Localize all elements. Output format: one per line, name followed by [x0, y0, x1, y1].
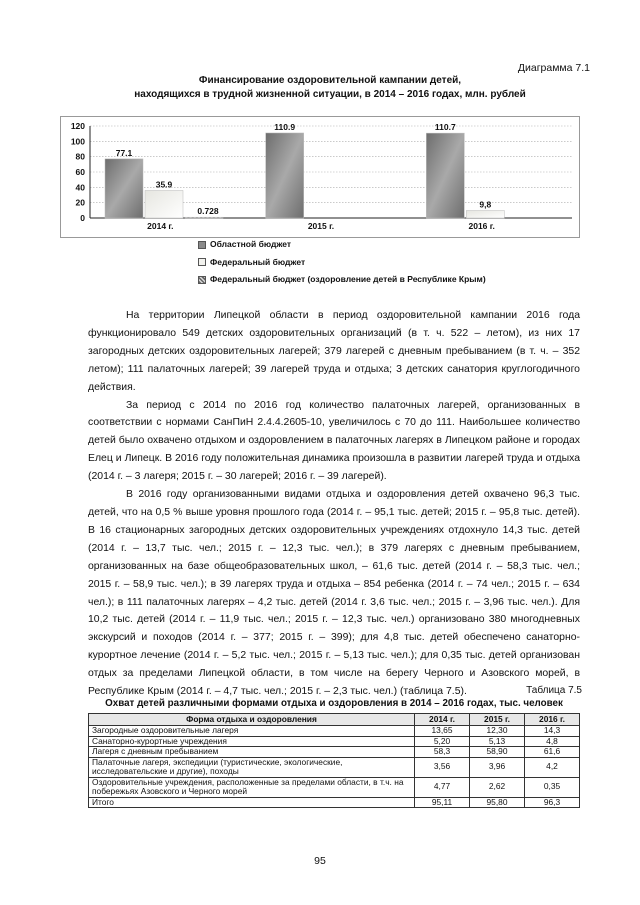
legend-label-federal: Федеральный бюджет [210, 256, 306, 267]
cell-2014: 95,11 [415, 797, 470, 808]
table-row [89, 777, 580, 797]
cell-2015: 2,62 [470, 777, 525, 797]
cell-2016: 4,8 [525, 736, 580, 747]
cell-2015: 3,96 [470, 757, 525, 777]
y-tick-label: 60 [75, 167, 85, 177]
cell-form: Лагеря с дневным пребыванием [89, 747, 415, 758]
paragraph: На территории Липецкой области в период оздоровительной кампании 2016 года функционировало 549 детских оздоровительных организаций (в т. ч. 522 – летом), из них 17 загородных детских оздоровительных лагерей; 379 лагерей с дневным пребыванием (в т. ч. – 352 летом); 111 палаточных лагерей; 39 лагерей труда и отдыха; 3 детских санатория круглогодичного действия. [88, 310, 580, 393]
x-tick-label: 2016 г. [468, 221, 495, 231]
data-label: 0.728 [197, 206, 219, 217]
y-tick-label: 100 [70, 136, 85, 147]
cell-form: Загородные оздоровительные лагеря [89, 726, 415, 737]
data-label: 110.7 [434, 122, 456, 133]
cell-2014: 13,65 [415, 726, 470, 737]
cell-2016: 14,3 [525, 726, 580, 737]
cell-2015: 5,13 [470, 736, 525, 747]
cell-2014: 3,56 [415, 757, 470, 777]
header-2015: 2015 г. [470, 714, 525, 726]
cell-form: Оздоровительные учреждения, расположенные за пределами области, в т.ч. на побережьях Азовского и Черного морей [89, 777, 415, 797]
data-label: 35.9 [155, 179, 173, 190]
chart-title [60, 74, 600, 102]
data-label: 110.9 [274, 121, 296, 132]
bar-regional [105, 159, 143, 218]
legend-item-federal [198, 254, 486, 272]
bar-chart [60, 116, 580, 238]
cell-2015: 12,30 [470, 726, 525, 737]
header-form: Форма отдыха и оздоровления [89, 714, 415, 726]
legend-swatch-federal [198, 258, 206, 266]
legend-label-crimea: Федеральный бюджет (оздоровление детей в Республике Крым) [210, 274, 486, 284]
y-tick-label: 80 [75, 151, 85, 162]
header-2014: 2014 г. [415, 714, 470, 726]
legend-item-crimea [198, 271, 486, 289]
x-tick-label: 2015 г. [307, 221, 335, 231]
y-tick-label: 120 [70, 121, 85, 131]
cell-2016: 61,6 [525, 747, 580, 758]
legend-label-regional: Областной бюджет [210, 239, 292, 249]
cell-2014: 58,3 [415, 747, 470, 758]
body-text [88, 307, 580, 701]
cell-2014: 5,20 [415, 736, 470, 747]
cell-2016: 96,3 [525, 797, 580, 808]
cell-2015: 95,80 [470, 797, 525, 808]
cell-2016: 0,35 [525, 777, 580, 797]
paragraph: За период с 2014 по 2016 год количество палаточных лагерей, организованных в соответствии с нормами СанПиН 2.4.4.2605-10, увеличилось с 70 до 111. Наибольшее количество детей было охвачено отдыхом и оздоровлением в палаточных лагерях в Липецком районе и городах Елец и Липецк. В 2016 году положительная динамика произошла в развитии лагерей труда и отдыха (2014 г. – 3 лагеря; 2015 г. – 30 лагерей; 2016 г. – 39 лагерей). [88, 399, 580, 483]
chart-title-line2: находящихся в трудной жизненной ситуации, в 2014 – 2016 годах, млн. рублей [134, 89, 526, 100]
chart-legend [198, 236, 486, 289]
y-tick-label: 0 [80, 213, 85, 223]
cell-form: Санаторно-курортные учреждения [89, 736, 415, 747]
chart-title-line1: Финансирование оздоровительной кампании детей, [198, 75, 462, 86]
table-row [89, 726, 580, 737]
data-label: 9,8 [479, 199, 492, 210]
data-table [88, 713, 580, 808]
cell-form: Палаточные лагеря, экспедиции (туристические, экологические, исследовательские и другие), походы [89, 757, 415, 777]
bar-regional [266, 133, 304, 218]
y-tick-label: 20 [75, 197, 85, 208]
page-number: 95 [314, 855, 326, 867]
diagram-label: Диаграмма 7.1 [517, 62, 590, 74]
table-row [89, 736, 580, 747]
cell-form: Итого [89, 797, 415, 808]
data-label: 77.1 [115, 147, 133, 158]
cell-2016: 4,2 [525, 757, 580, 777]
table-label: Таблица 7.5 [526, 685, 582, 696]
header-2016: 2016 г. [525, 714, 580, 726]
bar-crimea [185, 217, 223, 218]
legend-swatch-crimea [198, 276, 206, 284]
cell-2014: 4,77 [415, 777, 470, 797]
bar-federal [145, 190, 183, 218]
table-header-row [89, 714, 580, 726]
legend-item-regional [198, 236, 486, 254]
bar-regional [426, 133, 464, 218]
table-row [89, 747, 580, 758]
table-row [89, 757, 580, 777]
y-tick-label: 40 [75, 182, 85, 193]
paragraph: В 2016 году организованными видами отдыха и оздоровления детей охвачено 96,3 тыс. детей, что на 0,5 % выше уровня прошлого года (2014 г. – 95,1 тыс. детей; 2015 г. – 95,8 тыс. детей). В 16 стационарных загородных детских оздоровительных учреждениях отдохнуло 14,3 тыс. детей (2014 г. – 13,7 тыс. чел.; 2015 г. – 12,3 тыс. чел.); в 379 лагерях с дневным пребыванием, организованных на базе общеобразовательных школ, – 61,6 тыс. детей (2014 г. – 58,3 тыс. чел.; 2015 г. – 58,9 тыс. чел.); в 39 лагерях труда и отдыха – 854 ребенка (2014 г. – 74 чел.; 2015 г. – 634 чел.); в 111 палаточных лагерях – 4,2 тыс. детей (2014 г. 3,6 тыс. чел.; 2015 г. – 3,96 тыс. чел.). Для 10,2 тыс. детей (2014 г. – 11,9 тыс. чел.; 2015 г. – 12,3 тыс. чел.) организовано 380 многодневных экскурсий и походов (2014 г. – 377; 2015 г. – 399); для 4,8 тыс. детей обеспечено санаторно-курортное лечение (2014 г. – 5,2 тыс. чел.; 2015 г. – 5,13 тыс. чел.); для 0,35 тыс. детей организован отдых за пределами Липецкой области, в том числе на берегу Черного и Азовского морей, в Республике Крым (2014 г. – 4,7 тыс. чел.; 2015 г. – 2,3 тыс. чел.) (таблица 7.5). [88, 489, 580, 698]
cell-2015: 58,90 [470, 747, 525, 758]
bar-federal [466, 210, 504, 218]
table-row [89, 797, 580, 808]
table-title: Охват детей различными формами отдыха и оздоровления в 2014 – 2016 годах, тыс. человек [105, 698, 563, 709]
legend-swatch-regional [198, 241, 206, 249]
x-tick-label: 2014 г. [147, 221, 174, 231]
